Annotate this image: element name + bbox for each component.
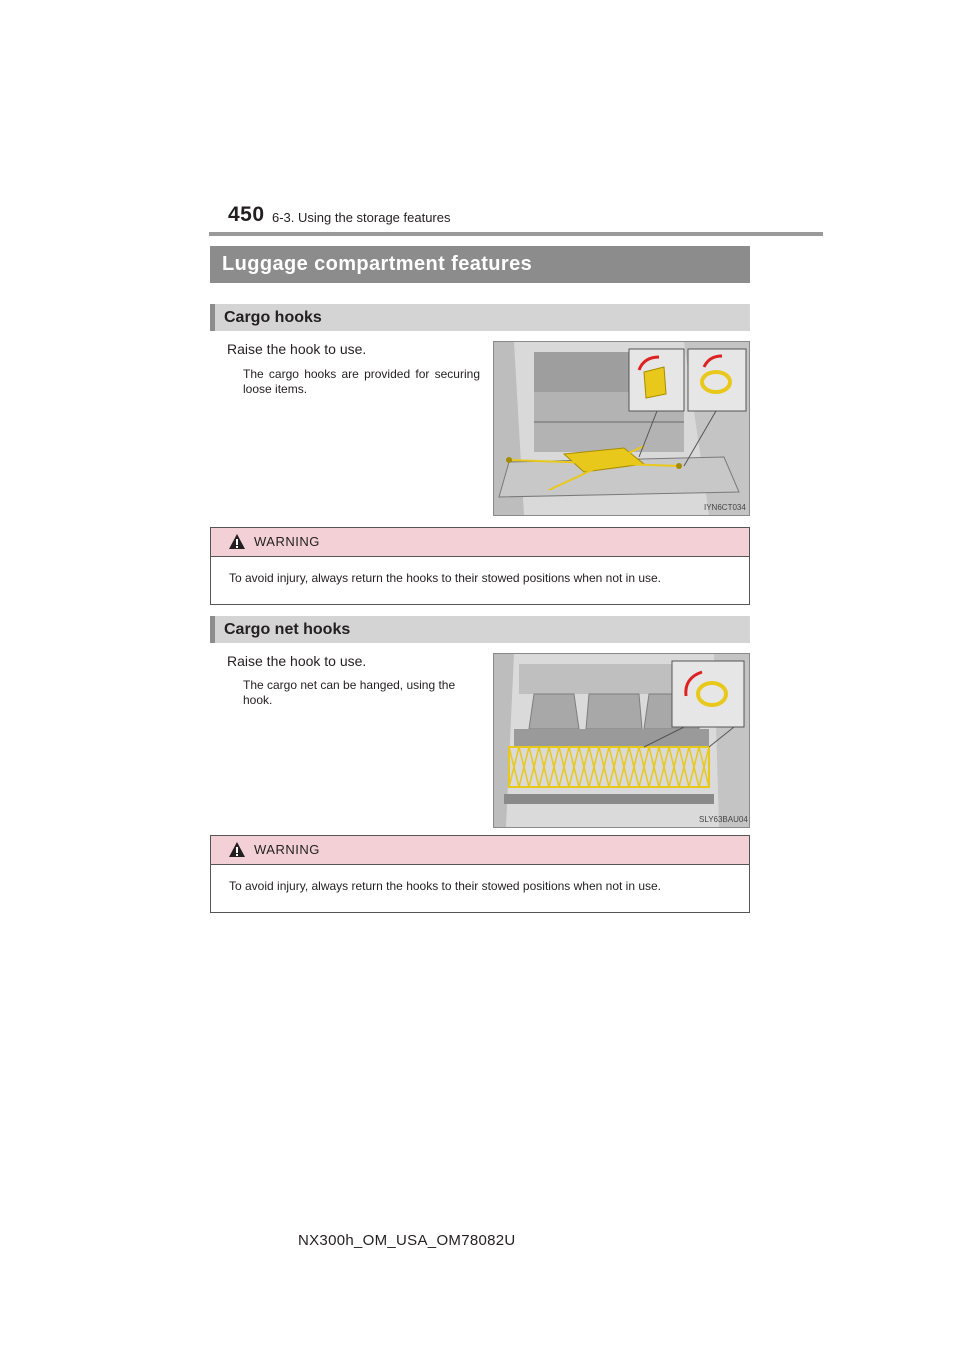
- warning-text: To avoid injury, always return the hooks to their stowed positions when not in use.: [229, 571, 662, 585]
- cargo-hooks-figure-code: IYN6CT034: [704, 503, 746, 512]
- cargo-hooks-description: The cargo hooks are provided for securing loose items.: [243, 367, 480, 396]
- cargo-hooks-warning: [210, 527, 750, 605]
- section-title: 6-3. Using the storage features: [272, 210, 451, 225]
- chapter-banner: Luggage compartment features: [210, 246, 750, 283]
- warning-triangle-icon: [228, 533, 246, 550]
- warning-header: [211, 836, 749, 865]
- cargo-hooks-heading: Cargo hooks: [210, 304, 750, 331]
- cargo-hooks-illustration: [493, 341, 750, 516]
- cargo-net-hooks-figure-code: SLY63BAU04: [699, 815, 748, 824]
- cargo-hooks-step: Raise the hook to use.: [227, 341, 367, 357]
- cargo-net-hooks-illustration: [493, 653, 750, 828]
- warning-triangle-icon: [228, 841, 246, 858]
- cargo-net-hooks-warning: [210, 835, 750, 913]
- cargo-net-hooks-heading: Cargo net hooks: [210, 616, 750, 643]
- header-rule: [209, 232, 823, 236]
- footer-doc-code: NX300h_OM_USA_OM78082U: [298, 1232, 516, 1249]
- warning-label: WARNING: [254, 842, 320, 857]
- cargo-net-hooks-step: Raise the hook to use.: [227, 653, 367, 669]
- warning-text: To avoid injury, always return the hooks to their stowed positions when not in use.: [229, 879, 662, 893]
- page-number: 450: [228, 203, 265, 226]
- cargo-net-hooks-description: The cargo net can be hanged, using the hook.: [243, 678, 456, 707]
- warning-label: WARNING: [254, 534, 320, 549]
- warning-header: [211, 528, 749, 557]
